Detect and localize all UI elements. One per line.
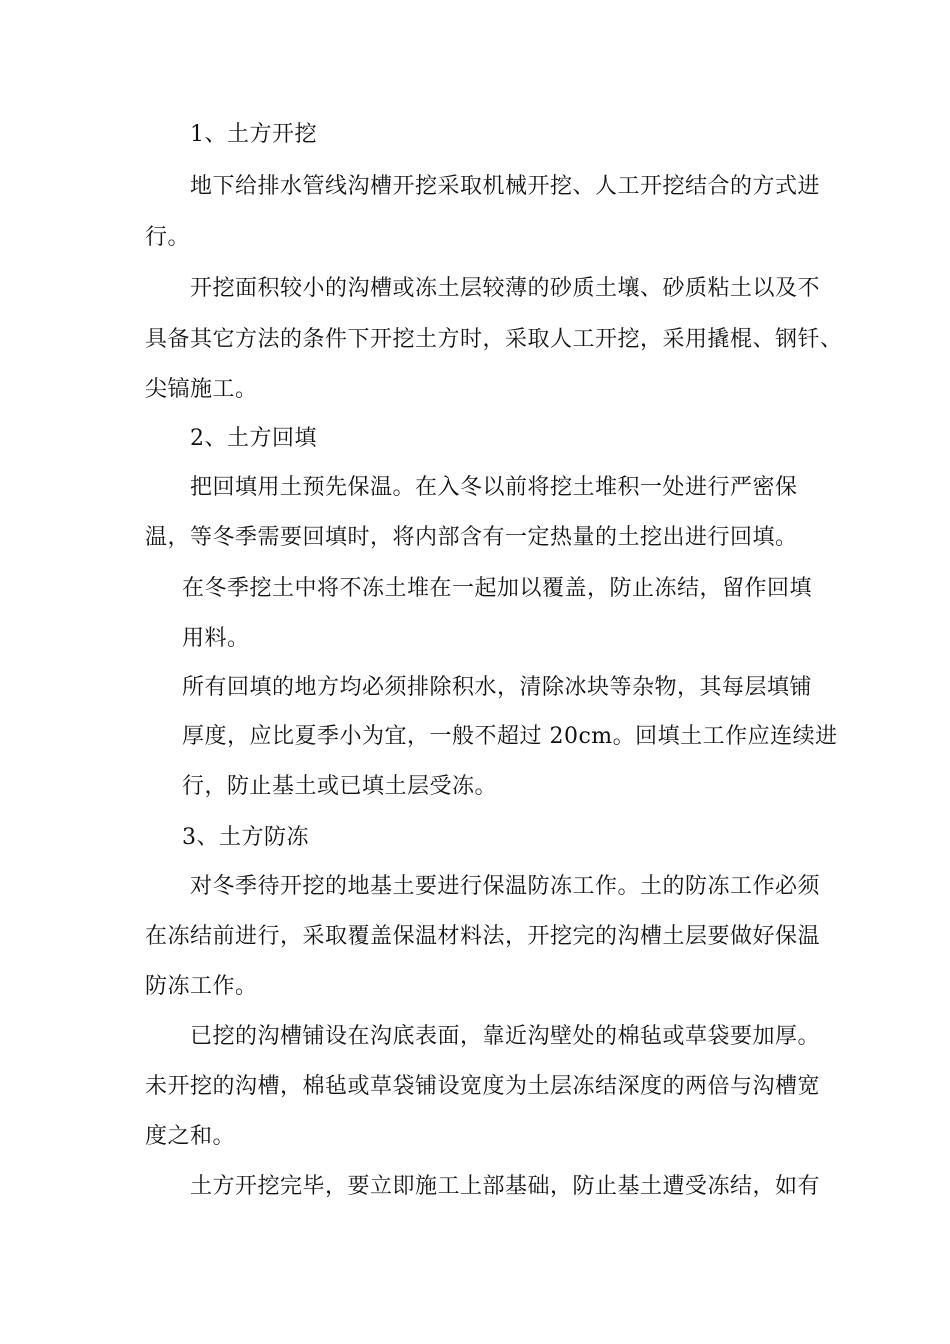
paragraph-line: 未开挖的沟槽，棉毡或草袋铺设宽度为土层冻结深度的两倍与沟槽宽 xyxy=(145,1074,821,1099)
paragraph-line: 对冬季待开挖的地基土要进行保温防冻工作。土的防冻工作必须 xyxy=(190,874,821,899)
paragraph-line: 尖镐施工。 xyxy=(145,377,258,402)
paragraph-line: 温，等冬季需要回填时，将内部含有一定热量的土挖出进行回填。 xyxy=(145,525,798,550)
paragraph-line: 防冻工作。 xyxy=(145,974,258,999)
paragraph-line: 度之和。 xyxy=(145,1124,236,1149)
paragraph-line: 地下给排水管线沟槽开挖采取机械开挖、人工开挖结合的方式进 xyxy=(190,174,821,199)
section-heading-2: 2、土方回填 xyxy=(190,426,317,451)
paragraph-line: 所有回填的地方均必须排除积水，清除冰块等杂物，其每层填铺 xyxy=(182,675,813,700)
paragraph-line: 行，防止基土或已填土层受冻。 xyxy=(182,774,498,799)
paragraph-line: 行。 xyxy=(145,225,191,250)
paragraph-line: 在冻结前进行，采取覆盖保温材料法，开挖完的沟槽土层要做好保温 xyxy=(145,924,821,949)
section-heading-3: 3、土方防冻 xyxy=(182,825,309,850)
paragraph-line: 具备其它方法的条件下开挖土方时，采取人工开挖，采用撬棍、钢钎、 xyxy=(145,327,843,352)
paragraph-line: 开挖面积较小的沟槽或冻土层较薄的砂质土壤、砂质粘土以及不 xyxy=(190,276,821,301)
paragraph-line: 把回填用土预先保温。在入冬以前将挖土堆积一处进行严密保 xyxy=(190,475,798,500)
paragraph-line: 土方开挖完毕，要立即施工上部基础，防止基土遭受冻结，如有 xyxy=(190,1174,821,1199)
section-heading-1: 1、土方开挖 xyxy=(190,122,317,147)
paragraph-line: 厚度，应比夏季小为宜，一般不超过 20cm。回填土工作应连续进 xyxy=(182,724,838,749)
paragraph-line: 在冬季挖土中将不冻土堆在一起加以覆盖，防止冻结，留作回填 xyxy=(182,576,813,601)
paragraph-line: 用料。 xyxy=(182,626,250,651)
paragraph-line: 已挖的沟槽铺设在沟底表面，靠近沟壁处的棉毡或草袋要加厚。 xyxy=(190,1024,821,1049)
